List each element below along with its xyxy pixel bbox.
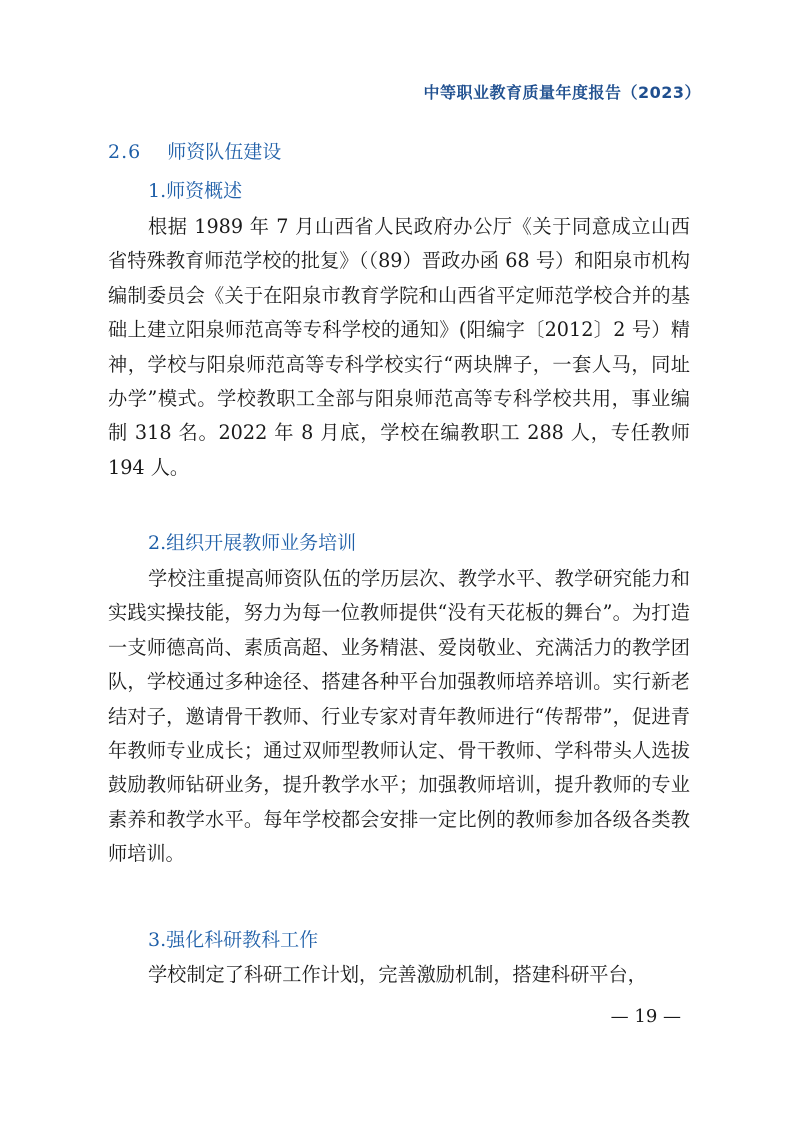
section-title: 师资队伍建设 xyxy=(167,141,282,163)
paragraph-training: 学校注重提高师资队伍的学历层次、教学水平、教学研究能力和实践实操技能，努力为每一位教师提供“没有天花板的舞台”。为打造一支师德高尚、素质高超、业务精湛、爱岗敬业、充满活力的教学团队，学校通过多种途径、搭建各种平台加强教师培养培训。实行新老结对子，邀请骨干教师、行业专家对青年教师进行“传帮带”，促进青年教师专业成长；通过双师型教师认定、骨干教师、学科带头人选拔鼓励教师钻研业务，提升教学水平；加强教师培训，提升教师的专业素养和教学水平。每年学校都会安排一定比例的教师参加各级各类教师培训。 xyxy=(108,567,690,866)
page-number: — 19 — xyxy=(610,1006,681,1027)
subsection-heading-training: 2.组织开展教师业务培训 xyxy=(148,532,357,554)
report-header-title: 中等职业教育质量年度报告（2023） xyxy=(423,83,701,102)
paragraph-research: 学校制定了科研工作计划，完善激励机制，搭建科研平台， xyxy=(148,963,647,986)
paragraph-overview: 根据 1989 年 7 月山西省人民政府办公厅《关于同意成立山西省特殊教育师范学校的批复》（（89）晋政办函 68 号）和阳泉市机构编制委员会《关于在阳泉市教育学院和山西省平定师范学校合并的基础上建立阳泉师范高等专科学校的通知》(阳编字〔2012〕2 号）精神，学校与阳泉师范高等专科学校实行“两块牌子，一套人马，同址办学”模式。学校教职工全部与阳泉师范高等专科学校共用，事业编制 318 名。2022 年 8 月底，学校在编教职工 288 人，专任教师 194 人。 xyxy=(108,215,690,479)
section-heading xyxy=(108,137,281,164)
subsection-heading-overview: 1.师资概述 xyxy=(148,180,243,202)
section-number: 2.6 xyxy=(108,141,142,163)
subsection-heading-research: 3.强化科研教科工作 xyxy=(148,929,319,951)
